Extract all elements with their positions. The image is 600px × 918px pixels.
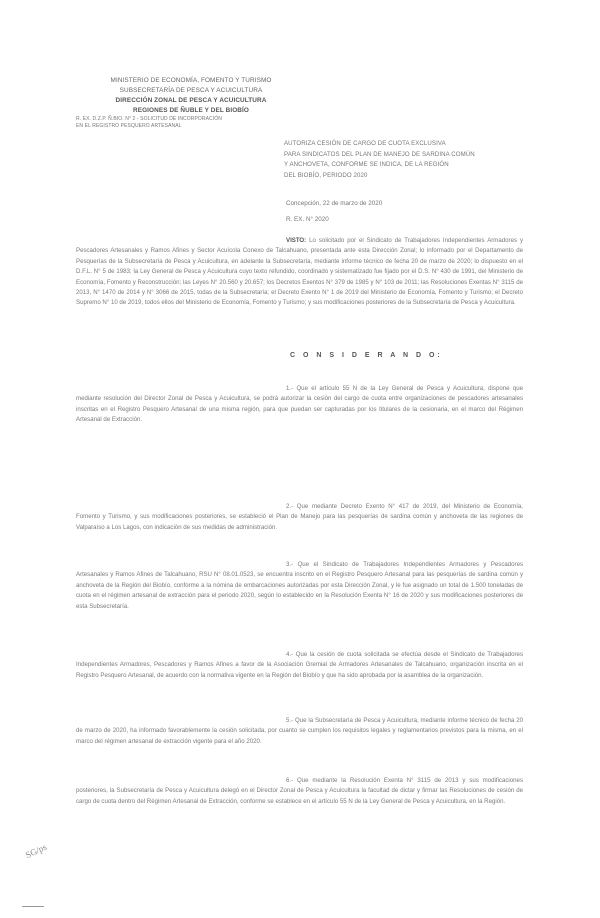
considerando-number: 5.- — [286, 717, 294, 724]
considerando-paragraph-5 — [76, 716, 523, 747]
direccion-name: DIRECCIÓN ZONAL DE PESCA Y ACUICULTURA — [115, 97, 267, 104]
visto-lead: VISTO: — [286, 237, 307, 244]
visto-paragraph — [76, 236, 523, 309]
considerando-number: 4.- — [286, 651, 294, 658]
considerando-number: 3.- — [286, 561, 294, 568]
reference-line-2: EN EL REGISTRO PESQUERO ARTESANAL — [76, 123, 182, 129]
regiones-name: REGIONES DE ÑUBLE Y DEL BIOBÍO — [133, 107, 249, 114]
considerando-paragraph-4 — [76, 650, 523, 681]
considerando-number: 1.- — [286, 385, 294, 392]
considerando-number: 6.- — [286, 777, 294, 784]
considerando-paragraph-2 — [76, 502, 523, 533]
considerando-text: Que la Subsecretaría de Pesca y Acuicultura, mediante informe técnico de fecha 20 de marzo de 2020, ha informado favorablemente la cesión solicitada, por cuanto se cumplen los requisitos legales y reglamentarios previstos para la misma, en el marco del régimen artesanal de extracción vigente para el año 2020. — [76, 717, 523, 745]
title-line: Y ANCHOVETA, CONFORME SE INDICA, DE LA REGIÓN — [284, 161, 449, 168]
considerando-paragraph-6 — [76, 776, 523, 807]
title-line: PARA SINDICATOS DEL PLAN DE MANEJO DE SARDINA COMÚN — [284, 150, 475, 158]
letterhead — [76, 76, 306, 130]
title-line: AUTORIZA CESIÓN DE CARGO DE CUOTA EXCLUSIVA — [284, 140, 446, 147]
resolution-number: R. EX. N° 2020 — [286, 216, 329, 223]
considerando-text: Que mediante la Resolución Exenta N° 3115 de 2013 y sus modificaciones posteriores, la Subsecretaría de Pesca y Acuicultura delegó en el Director Zonal de Pesca y Acuicultura la facultad de dictar y firmar las Resoluciones de cesión de cargo de cuota dentro del Régimen Artesanal de Extracción, conforme se establece en el artículo 55 N de la Ley General de Pesca y Acuicultura, en la Región. — [76, 777, 523, 805]
considerando-text: Que el artículo 55 N de la Ley General de Pesca y Acuicultura, dispone que mediante resolución del Director Zonal de Pesca y Acuicultura, se podrá autorizar la cesión del cargo de cuota entre organizaciones de pescadores artesanales inscritas en el Registro Pesquero Artesanal de una misma región, para que puedan ser capturadas por los titulares de la cesionaria, en el marco del Régimen Artesanal de Extracción. — [76, 385, 523, 424]
considerando-paragraph-1 — [76, 384, 523, 426]
signatory-initials: SG/ps — [23, 841, 49, 861]
visto-text: Lo solicitado por el Sindicato de Trabajadores Independientes Armadores y Pescadores Artesanales y Ramos Afines y Sector Acuícola Conexo de Talcahuano, presentada ante esta Dirección Zonal; lo informado por el Departamento de Pesquerías de la Subsecretaría de Pesca y Acuicultura, en adelante la Subsecretaría, mediante informe técnico de fecha 20 de marzo de 2020; lo dispuesto en el D.F.L. N° 5 de 1983; la Ley General de Pesca y Acuicultura cuyo texto refundido, coordinado y sistematizado fue fijado por el D.S. N° 430 de 1991, del Ministerio de Economía, Fomento y Reconstrucción; las Leyes N° 20.560 y 20.657; los Decretos Exentos N° 379 de 1985 y N° 103 de 2011; las Resoluciones Exentas N° 3115 de 2013, N° 1470 de 2014 y N° 3066 de 2015, todas de la Subsecretaría; el Decreto Exento N° 1 de 2019 del Ministerio de Economía, Fomento y Turismo; el Decreto Supremo N° 10 de 2019, todos ellos del Ministerio de Economía, Fomento y Turismo; y sus modificaciones posteriores de la Subsecretaría de Pesca y Acuicultura. — [76, 237, 523, 307]
considerando-paragraph-3 — [76, 560, 523, 612]
ministry-name: MINISTERIO DE ECONOMÍA, FOMENTO Y TURISMO — [110, 77, 272, 84]
considerando-text: Que la cesión de cuota solicitada se efectúa desde el Sindicato de Trabajadores Independientes Armadores, Pescadores y Ramos Afines a favor de la Asociación Gremial de Armadores Artesanales de Talcahuano, organización inscrita en el Registro Pesquero Artesanal, de acuerdo con la normativa vigente en la Región del Biobío y que ha sido aprobada por la asamblea de la organización. — [76, 651, 523, 679]
reference-line-1: R. EX. D.Z.P. Ñ.BIO. N° 2 - SOLICITUD DE INCORPORACIÓN — [76, 116, 222, 122]
title-line: DEL BIOBÍO, PERIODO 2020 — [284, 171, 368, 179]
dateline: Concepción, 22 de marzo de 2020 — [286, 200, 383, 207]
subsecretaria-name: SUBSECRETARÍA DE PESCA Y ACUICULTURA — [119, 87, 263, 94]
considerando-heading: C O N S I D E R A N D O: — [290, 352, 443, 359]
page-edge-mark — [22, 906, 44, 907]
considerando-number: 2.- — [286, 503, 294, 510]
considerando-text: Que mediante Decreto Exento N° 417 de 2019, del Ministerio de Economía, Fomento y Turismo, y sus modificaciones posteriores, se estableció el Plan de Manejo para las pesquerías de sardina común y anchoveta de las regiones de Valparaíso a Los Lagos, con indicación de sus medidas de administración. — [76, 503, 523, 531]
resolution-title — [284, 139, 524, 181]
considerando-text: Que el Sindicato de Trabajadores Independientes Armadores y Pescadores Artesanales y Ramos Afines de Talcahuano, RSU N° 08.01.0523, se encuentra inscrito en el Registro Pesquero Artesanal para las pesquerías de sardina común y anchoveta de la Región del Biobío, conforme a la nómina de embarcaciones autorizadas por esta Dirección Zonal, y le fue asignado un total de 1.500 toneladas de cuota en el régimen artesanal de extracción para el periodo 2020, según lo establecido en la Resolución Exenta N° 16 de 2020 y sus modificaciones posteriores de esta Subsecretaría. — [76, 561, 523, 610]
